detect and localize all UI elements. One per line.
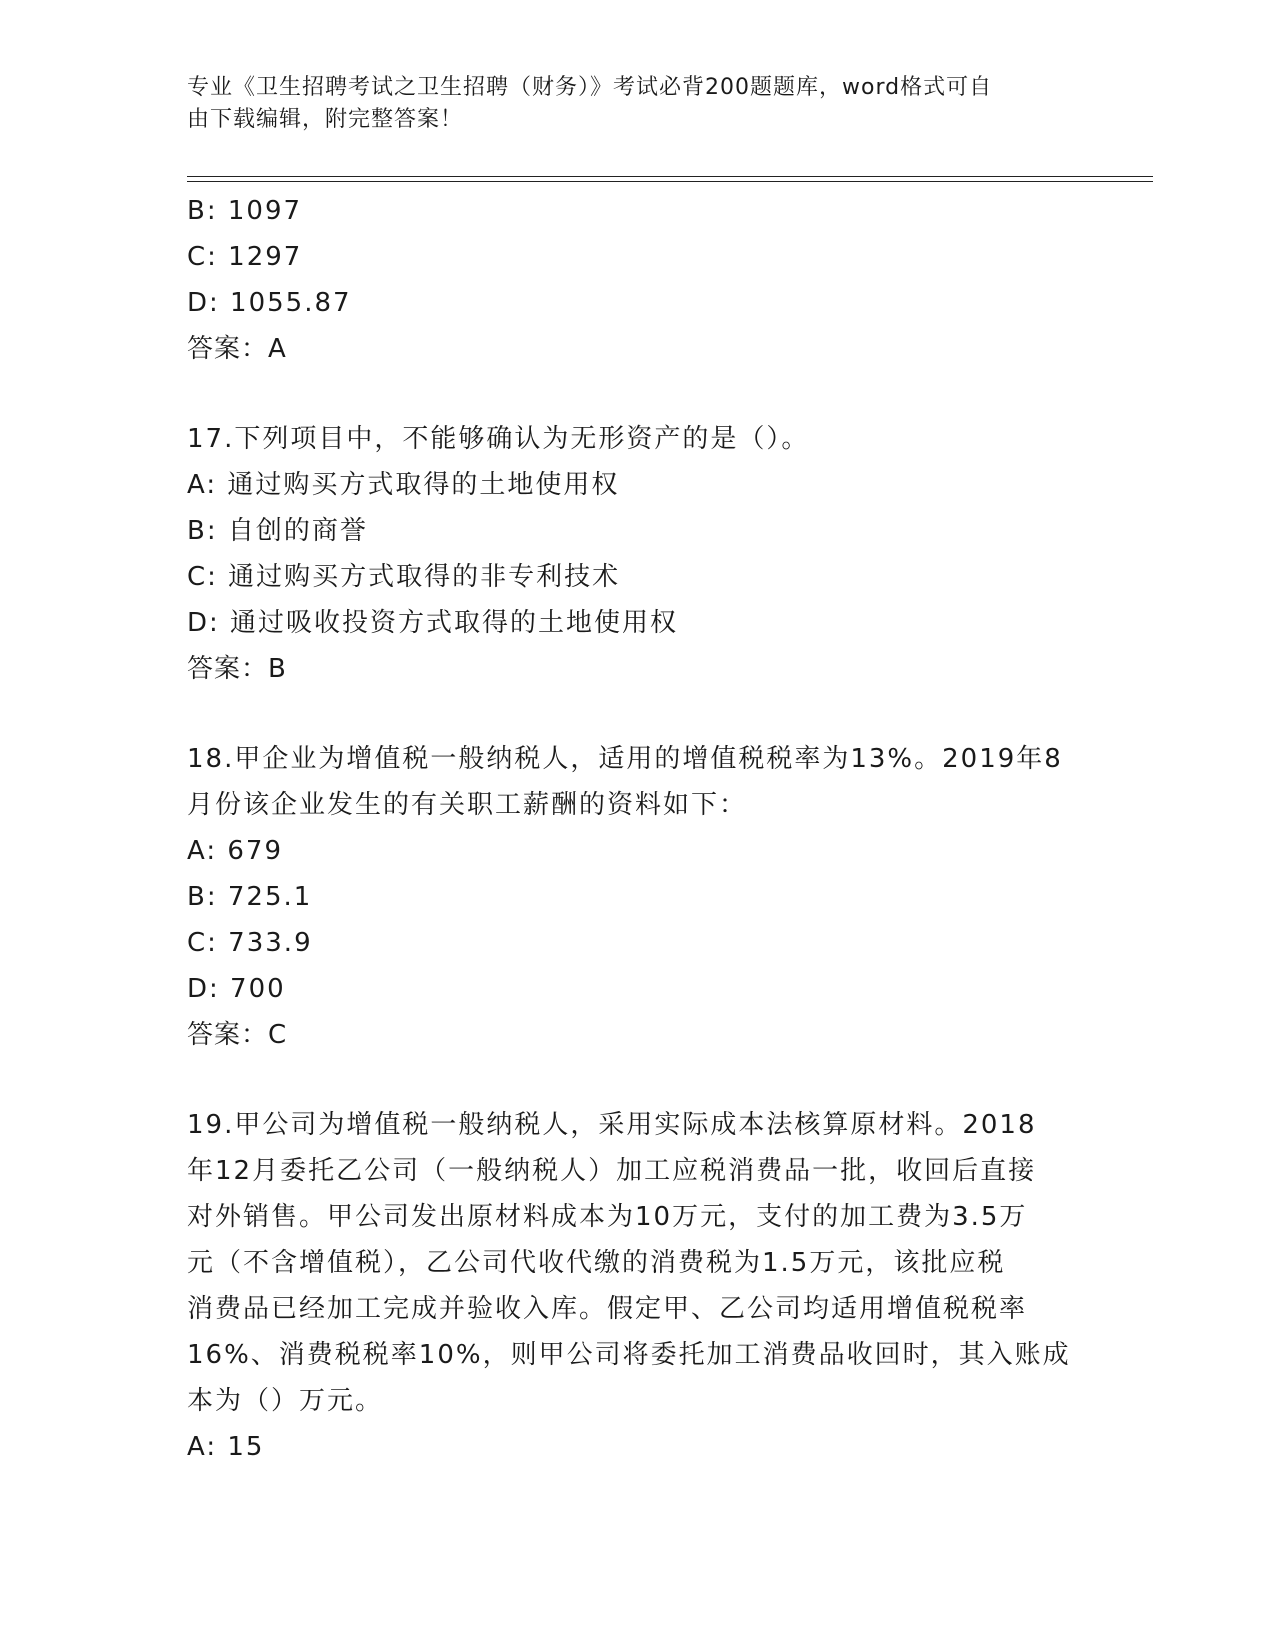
option-a: A: 15 — [187, 1432, 265, 1462]
stem-line: 19.甲公司为增值税一般纳税人，采用实际成本法核算原材料。2018 — [187, 1110, 1037, 1140]
question-19 — [187, 1102, 1071, 1470]
question-18 — [187, 736, 1067, 1058]
answer: 答案：B — [187, 654, 287, 684]
header-line-2: 由下载编辑，附完整答案！ — [187, 107, 464, 132]
stem-line: 18.甲企业为增值税一般纳税人，适用的增值税税率为13%。2019年8 — [187, 744, 1063, 774]
option-a: A: 679 — [187, 836, 283, 866]
header-divider-bottom — [187, 181, 1153, 182]
option-d: D: 700 — [187, 974, 286, 1004]
question-content — [187, 188, 1071, 1470]
stem-line: 年12月委托乙公司（一般纳税人）加工应税消费品一批，收回后直接 — [187, 1156, 1037, 1186]
option-b: B: 自创的商誉 — [187, 516, 368, 546]
question-stem — [187, 1102, 1071, 1424]
header-divider-top — [187, 176, 1153, 177]
question-17 — [187, 416, 1067, 692]
stem-line: 消费品已经加工完成并验收入库。假定甲、乙公司均适用增值税税率 — [187, 1294, 1028, 1324]
stem-line: 16%、消费税税率10%，则甲公司将委托加工消费品收回时，其入账成 — [187, 1340, 1071, 1370]
answer: 答案：A — [187, 334, 287, 364]
stem-line: 元（不含增值税），乙公司代收代缴的消费税为1.5万元，该批应税 — [187, 1248, 1006, 1278]
option-b: B: 725.1 — [187, 882, 313, 912]
option-c: C: 1297 — [187, 242, 303, 272]
stem-line: 对外销售。甲公司发出原材料成本为10万元，支付的加工费为3.5万 — [187, 1202, 1028, 1232]
stem-line: 本为（）万元。 — [187, 1386, 384, 1416]
option-b: B: 1097 — [187, 196, 303, 226]
option-c: C: 通过购买方式取得的非专利技术 — [187, 562, 621, 592]
option-d: D: 1055.87 — [187, 288, 352, 318]
header-line-1: 专业《卫生招聘考试之卫生招聘（财务）》考试必背200题题库，word格式可自 — [187, 75, 993, 100]
question-16 — [187, 188, 1067, 372]
option-c: C: 733.9 — [187, 928, 313, 958]
question-stem — [187, 736, 1067, 828]
stem-line: 月份该企业发生的有关职工薪酬的资料如下： — [187, 790, 748, 820]
option-a: A: 通过购买方式取得的土地使用权 — [187, 470, 620, 500]
page-header — [187, 72, 1067, 136]
option-d: D: 通过吸收投资方式取得的土地使用权 — [187, 608, 679, 638]
question-stem: 17.下列项目中，不能够确认为无形资产的是（）。 — [187, 424, 810, 454]
answer: 答案：C — [187, 1020, 288, 1050]
